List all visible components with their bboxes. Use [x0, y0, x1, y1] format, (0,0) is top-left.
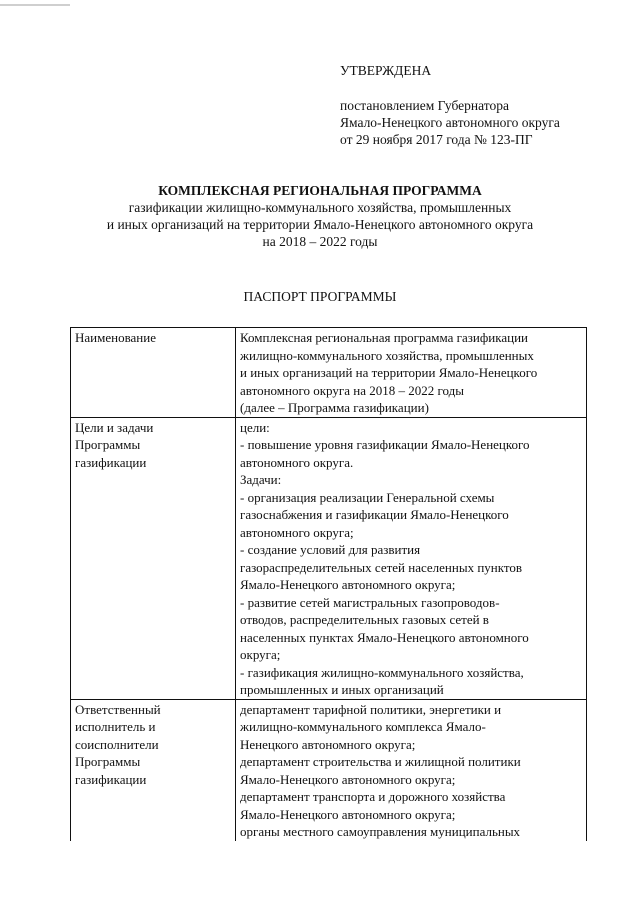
program-title [0, 182, 640, 250]
row-content-cell [236, 699, 587, 841]
scan-edge-mark [0, 4, 70, 6]
row-label-line: исполнитель и [75, 719, 156, 734]
row-content-line: Ненецкого автономного округа; [240, 736, 416, 752]
row-content-line: департамент строительства и жилищной политики [240, 754, 521, 769]
row-content-line: Ямало-Ненецкого автономного округа; [240, 577, 456, 592]
row-content-line: отводов, распределительных газовых сетей в [240, 612, 489, 627]
row-label-line: газификации [75, 771, 147, 787]
row-content-line: автономного округа на 2018 – 2022 годы [240, 382, 464, 398]
row-content-cell [236, 417, 587, 699]
row-content-line: газораспределительных сетей населенных пунктов [240, 559, 523, 575]
row-label-line: Ответственный [75, 701, 161, 717]
passport-heading: ПАСПОРТ ПРОГРАММЫ [243, 289, 397, 304]
row-content-line: - организация реализации Генеральной схемы [240, 489, 495, 505]
row-content-cell [236, 328, 587, 418]
row-label-line: Программы [75, 754, 141, 769]
row-content-line: (далее – Программа газификации) [240, 400, 429, 415]
row-content-line: органы местного самоуправления муниципальных [240, 824, 521, 839]
row-content-line: Ямало-Ненецкого автономного округа; [240, 771, 456, 787]
row-label-line: Программы [75, 437, 141, 452]
row-content-line: - развитие сетей магистральных газопроводов- [240, 594, 500, 610]
passport-table-body [71, 328, 587, 841]
table-row [71, 699, 587, 841]
row-label-line: Наименование [75, 330, 156, 345]
approval-stamp [340, 62, 560, 148]
program-title-main: КОМПЛЕКСНАЯ РЕГИОНАЛЬНАЯ ПРОГРАММА [158, 183, 482, 198]
row-content-line: - повышение уровня газификации Ямало-Ненецкого [240, 437, 530, 452]
row-label-line: соисполнители [75, 736, 159, 752]
row-content-line: Задачи: [240, 472, 282, 487]
row-label-line: Цели и задачи [75, 419, 154, 435]
program-title-subline: и иных организаций на территории Ямало-Ненецкого автономного округа [106, 217, 534, 232]
row-content-line: жилищно-коммунального хозяйства, промышленных [240, 347, 534, 363]
row-content-line: промышленных и иных организаций [240, 682, 444, 697]
approval-line: от 29 ноября 2017 года № 123-ПГ [340, 132, 533, 147]
row-content-line: - газификация жилищно-коммунального хозяйства, [240, 664, 524, 680]
program-title-subline: на 2018 – 2022 годы [262, 234, 378, 249]
row-label-line: газификации [75, 454, 147, 470]
approval-line: Ямало-Ненецкого автономного округа [340, 115, 560, 130]
row-label-cell [71, 699, 236, 841]
passport-table [70, 327, 587, 841]
row-content-line: цели: [240, 419, 270, 435]
row-content-line: Комплексная региональная программа газификации [240, 330, 528, 345]
row-label-cell [71, 328, 236, 418]
row-content-line: автономного округа. [240, 454, 354, 470]
row-content-line: населенных пунктах Ямало-Ненецкого автономного [240, 629, 529, 645]
row-content-line: департамент транспорта и дорожного хозяйства [240, 789, 506, 804]
row-content-line: департамент тарифной политики, энергетики и [240, 701, 502, 717]
row-content-line: - создание условий для развития [240, 542, 421, 557]
row-content-line: жилищно-коммунального комплекса Ямало- [240, 719, 486, 734]
table-row [71, 328, 587, 418]
row-content-line: Ямало-Ненецкого автономного округа; [240, 806, 456, 822]
row-content-line: округа; [240, 647, 281, 662]
approval-line: постановлением Губернатора [340, 98, 509, 113]
row-label-cell [71, 417, 236, 699]
row-content-line: автономного округа; [240, 524, 354, 540]
row-content-line: газоснабжения и газификации Ямало-Ненецкого [240, 507, 509, 522]
program-title-subline: газификации жилищно-коммунального хозяйства, промышленных [128, 200, 512, 215]
row-content-line: и иных организаций на территории Ямало-Ненецкого [240, 365, 538, 380]
approval-heading: УТВЕРЖДЕНА [340, 63, 432, 78]
table-row [71, 417, 587, 699]
